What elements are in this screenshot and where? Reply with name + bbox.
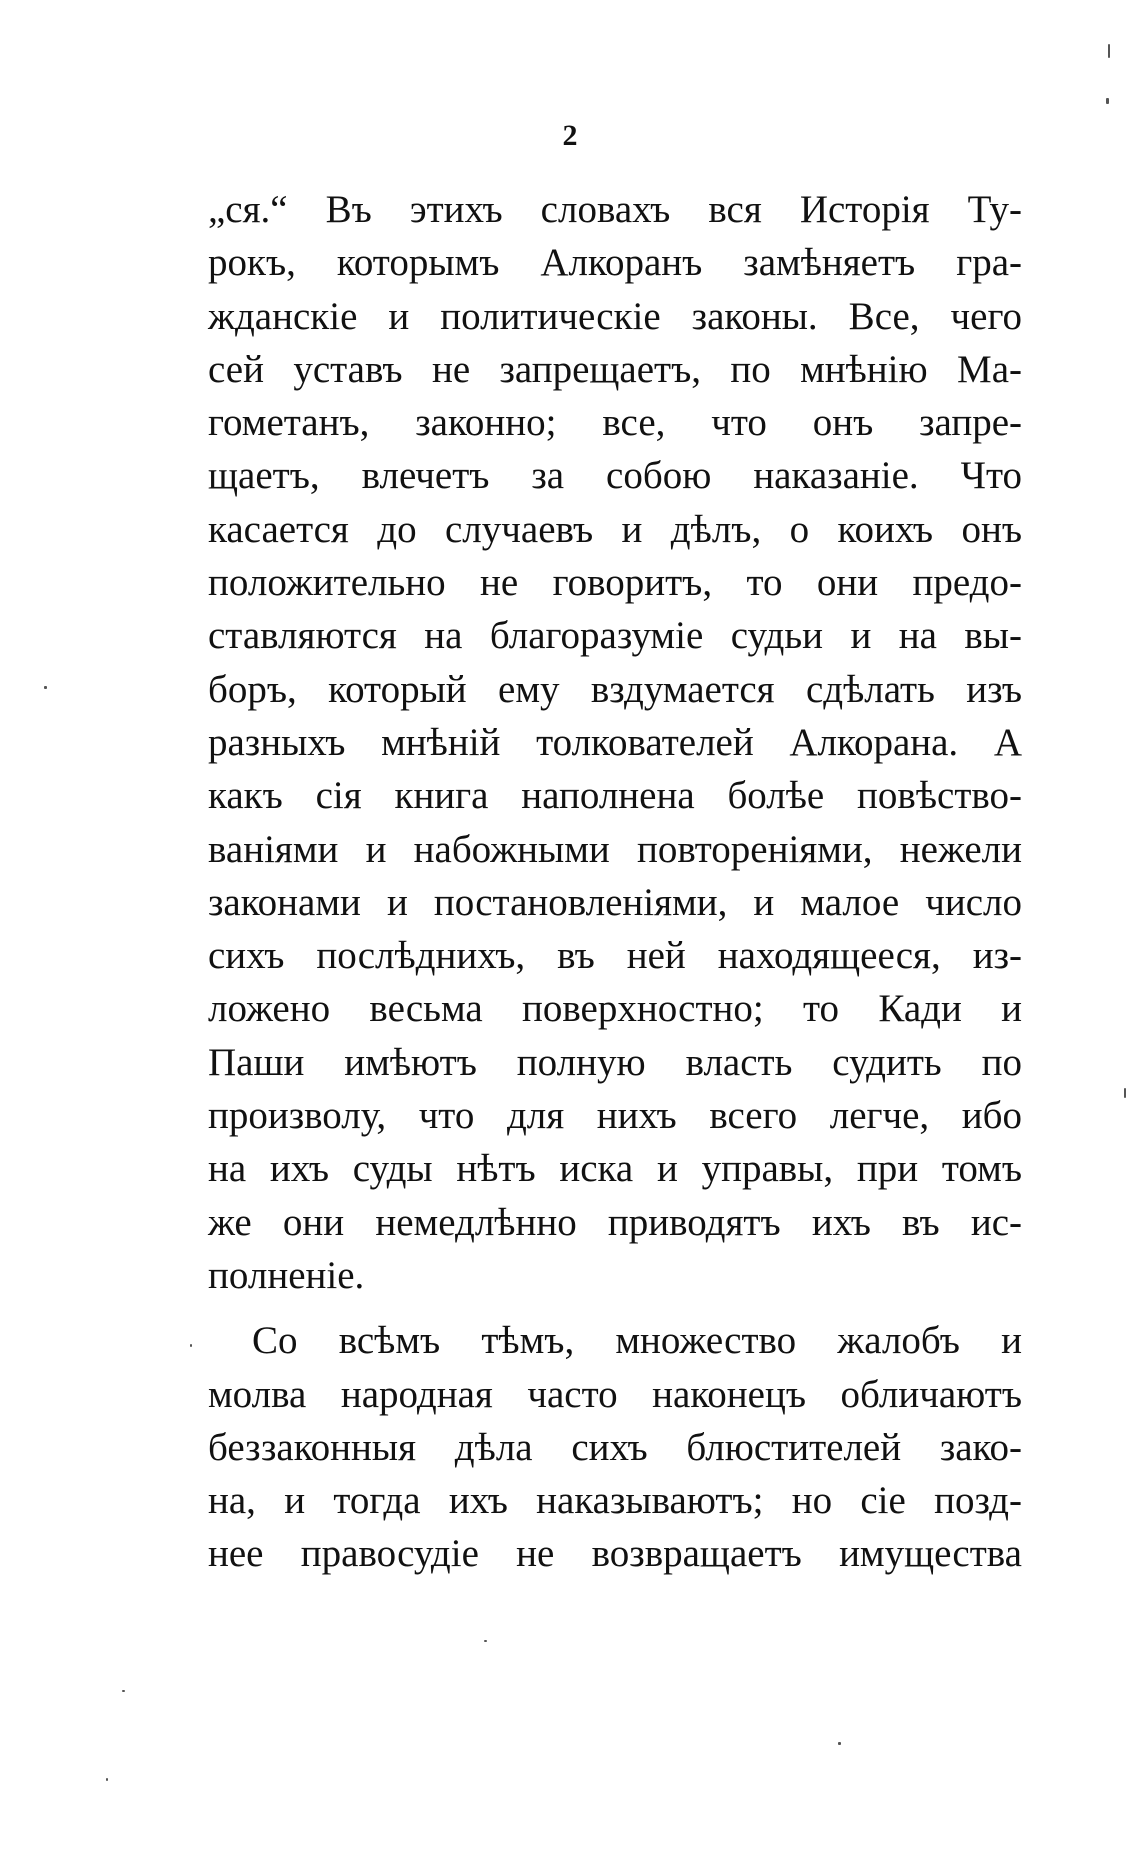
text-line: произволу, что для нихъ всего легче, ибо <box>208 1094 1022 1138</box>
paragraph-1 <box>208 183 1022 1302</box>
text-line: Со всѣмъ тѣмъ, множество жалобъ и <box>252 1319 1022 1363</box>
text-line: положительно не говоритъ, то они предо- <box>208 561 1022 605</box>
scan-speck <box>44 686 47 689</box>
scan-speck <box>838 1742 841 1745</box>
text-line: щаетъ, влечетъ за собою наказаніе. Что <box>208 454 1022 498</box>
scan-speck <box>1124 1088 1126 1098</box>
scan-speck <box>106 1778 108 1781</box>
scan-speck <box>122 1690 125 1692</box>
text-line: жданскіе и политическіе законы. Все, чего <box>208 294 1022 338</box>
text-line: гометанъ, законно; все, что онъ запре- <box>208 401 1022 445</box>
scan-speck <box>1106 98 1109 104</box>
text-line: молва народная часто наконецъ обличаютъ <box>208 1372 1022 1416</box>
text-line: Паши имѣютъ полную власть судить по <box>208 1040 1022 1084</box>
text-line: ставляются на благоразуміе судьи и на вы- <box>208 614 1022 658</box>
text-line: касается до случаевъ и дѣлъ, о коихъ онъ <box>208 507 1022 551</box>
text-line: законами и постановленіями, и малое число <box>208 880 1022 924</box>
paragraph-gap <box>208 1302 1022 1314</box>
text-line: же они немедлѣнно приводятъ ихъ въ ис- <box>208 1200 1022 1244</box>
text-line: ваніями и набожными повтореніями, нежели <box>208 827 1022 871</box>
text-line: разныхъ мнѣній толкователей Алкорана. А <box>208 720 1022 764</box>
text-line: на ихъ суды нѣтъ иска и управы, при томъ <box>208 1147 1022 1191</box>
text-line: боръ, который ему вздумается сдѣлать изъ <box>208 667 1022 711</box>
scan-speck <box>1108 44 1110 58</box>
text-line: сей уставъ не запрещаетъ, по мнѣнію Ма- <box>208 347 1022 391</box>
text-line: сихъ послѣднихъ, въ ней находящееся, из- <box>208 934 1022 978</box>
text-line: на, и тогда ихъ наказываютъ; но сіе позд- <box>208 1479 1022 1523</box>
page-number: 2 <box>562 119 578 152</box>
text-line: рокъ, которымъ Алкоранъ замѣняетъ гра- <box>208 241 1022 285</box>
body-text <box>208 183 1022 1581</box>
text-line: какъ сія книга наполнена болѣе повѣство- <box>208 774 1022 818</box>
paragraph-2 <box>208 1314 1022 1580</box>
text-line: нее правосудіе не возвращаетъ имущества <box>208 1532 1022 1576</box>
scan-speck <box>484 1640 487 1642</box>
text-line: беззаконныя дѣла сихъ блюстителей зако- <box>208 1425 1022 1469</box>
text-line: полненіе. <box>208 1253 365 1297</box>
text-line: „ся.“ Въ этихъ словахъ вся Исторія Ту- <box>208 188 1022 231</box>
text-line: ложено весьма поверхностно; то Кади и <box>208 987 1022 1031</box>
scan-speck <box>190 1344 192 1347</box>
